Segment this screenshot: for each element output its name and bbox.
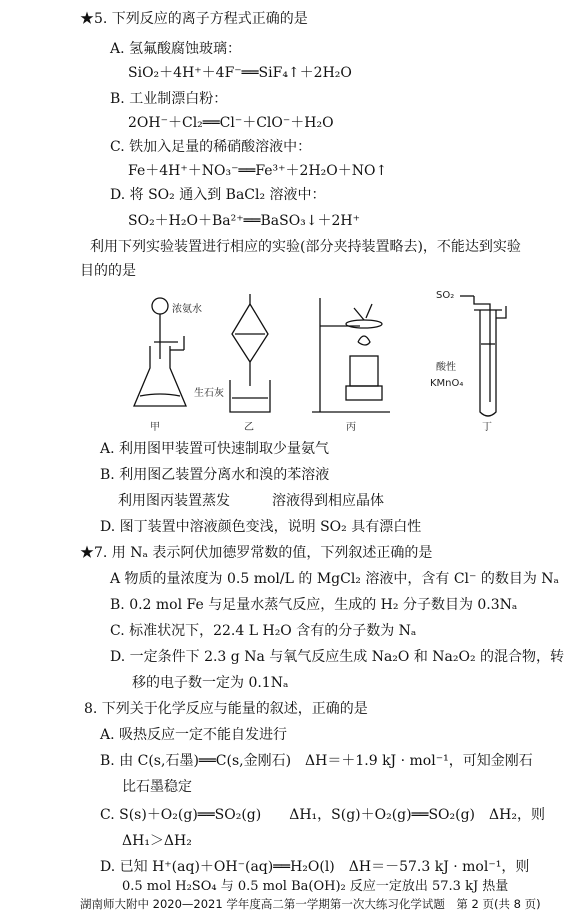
test-tube-icon — [480, 310, 496, 416]
q7-option-a: A 物质的量浓度为 0.5 mol/L 的 MgCl₂ 溶液中，含有 Cl⁻ 的数目为 Nₐ — [110, 571, 559, 587]
q5-option-a-label: A. 氢氟酸腐蚀玻璃： — [110, 41, 242, 57]
q5-title: ★5. 下列反应的离子方程式正确的是 — [80, 11, 308, 27]
evaporating-dish-icon — [346, 320, 382, 328]
label-jia: 甲 — [150, 422, 160, 433]
q5-option-c-equation: Fe＋4H⁺＋NO₃⁻══Fe³⁺＋2H₂O＋NO↑ — [128, 163, 388, 179]
q8-title: 8. 下列关于化学反应与能量的叙述，正确的是 — [84, 701, 368, 717]
q7-option-b: B. 0.2 mol Fe 与足量水蒸气反应，生成的 H₂ 分子数目为 0.3Nₐ — [110, 597, 518, 613]
page-footer: 湖南师大附中 2020—2021 学年度高二第一学期第一次大练习化学试题 第 2 页(共 8 页) — [80, 897, 541, 911]
separatory-funnel-icon — [232, 304, 268, 362]
label-ammonia: 浓氨水 — [172, 304, 202, 315]
q8-option-d-line2: 0.5 mol H₂SO₄ 与 0.5 mol Ba(OH)₂ 反应一定放出 57.3 kJ 热量 — [122, 879, 509, 894]
q6-stem-line1: 利用下列实验装置进行相应的实验(部分夹持装置略去)，不能达到实验 — [90, 239, 521, 255]
q6-option-d: D. 图丁装置中溶液颜色变浅，说明 SO₂ 具有漂白性 — [100, 519, 422, 535]
q6-option-a: A. 利用图甲装置可快速制取少量氨气 — [100, 441, 330, 457]
q7-option-c: C. 标准状况下，22.4 L H₂O 含有的分子数为 Nₐ — [110, 623, 417, 639]
q7-title: ★7. 用 Nₐ 表示阿伏加德罗常数的值，下列叙述正确的是 — [80, 545, 433, 561]
q7-option-d-line2: 移的电子数一定为 0.1Nₐ — [132, 675, 289, 691]
q5-option-a-equation: SiO₂＋4H⁺＋4F⁻══SiF₄↑＋2H₂O — [128, 65, 352, 81]
label-bing: 丙 — [346, 422, 356, 433]
q5-option-d-equation: SO₂＋H₂O＋Ba²⁺══BaSO₃↓＋2H⁺ — [128, 213, 361, 229]
q8-option-c-line2: ΔH₁＞ΔH₂ — [122, 833, 192, 849]
label-so2: SO₂ — [436, 290, 455, 301]
q5-option-b-equation: 2OH⁻＋Cl₂══Cl⁻＋ClO⁻＋H₂O — [128, 115, 334, 131]
q8-option-d-line1: D. 已知 H⁺(aq)＋OH⁻(aq)══H₂O(l) ΔH＝－57.3 kJ · mol⁻¹，则 — [100, 859, 530, 875]
apparatus-drawing — [120, 284, 540, 434]
q6-option-b: B. 利用图乙装置分离水和溴的苯溶液 — [100, 467, 330, 483]
label-kmno4: KMnO₄ — [430, 378, 464, 389]
q5-option-c-label: C. 铁加入足量的稀硝酸溶液中： — [110, 139, 312, 155]
q8-option-c-line1: C. S(s)＋O₂(g)══SO₂(g) ΔH₁，S(g)＋O₂(g)══SO₂(g) ΔH₂，则 — [100, 807, 545, 823]
q6-stem-line2: 目的的是 — [80, 263, 136, 279]
q5-option-d-label: D. 将 SO₂ 通入到 BaCl₂ 溶液中： — [110, 187, 326, 203]
alcohol-lamp-icon — [350, 356, 378, 386]
q7-option-d-line1: D. 一定条件下 2.3 g Na 与氧气反应生成 Na₂O 和 Na₂O₂ 的混合物，转 — [110, 649, 565, 665]
flame-icon — [358, 336, 370, 345]
q6-apparatus-figure — [120, 284, 540, 434]
label-acidic: 酸性 — [436, 362, 456, 373]
q8-option-b-line2: 比石墨稳定 — [122, 779, 192, 795]
funnel-bulb-icon — [152, 298, 168, 314]
label-ding: 丁 — [482, 422, 492, 433]
q8-option-b-line1: B. 由 C(s,石墨)══C(s,金刚石) ΔH＝＋1.9 kJ · mol⁻¹，可知金刚石 — [100, 753, 533, 769]
q6-option-c: 利用图丙装置蒸发 溶液得到相应晶体 — [118, 493, 384, 509]
label-quicklime: 生石灰 — [194, 388, 224, 399]
q5-option-b-label: B. 工业制漂白粉： — [110, 91, 228, 107]
q8-option-a: A. 吸热反应一定不能自发进行 — [100, 727, 288, 743]
label-yi: 乙 — [244, 422, 254, 433]
